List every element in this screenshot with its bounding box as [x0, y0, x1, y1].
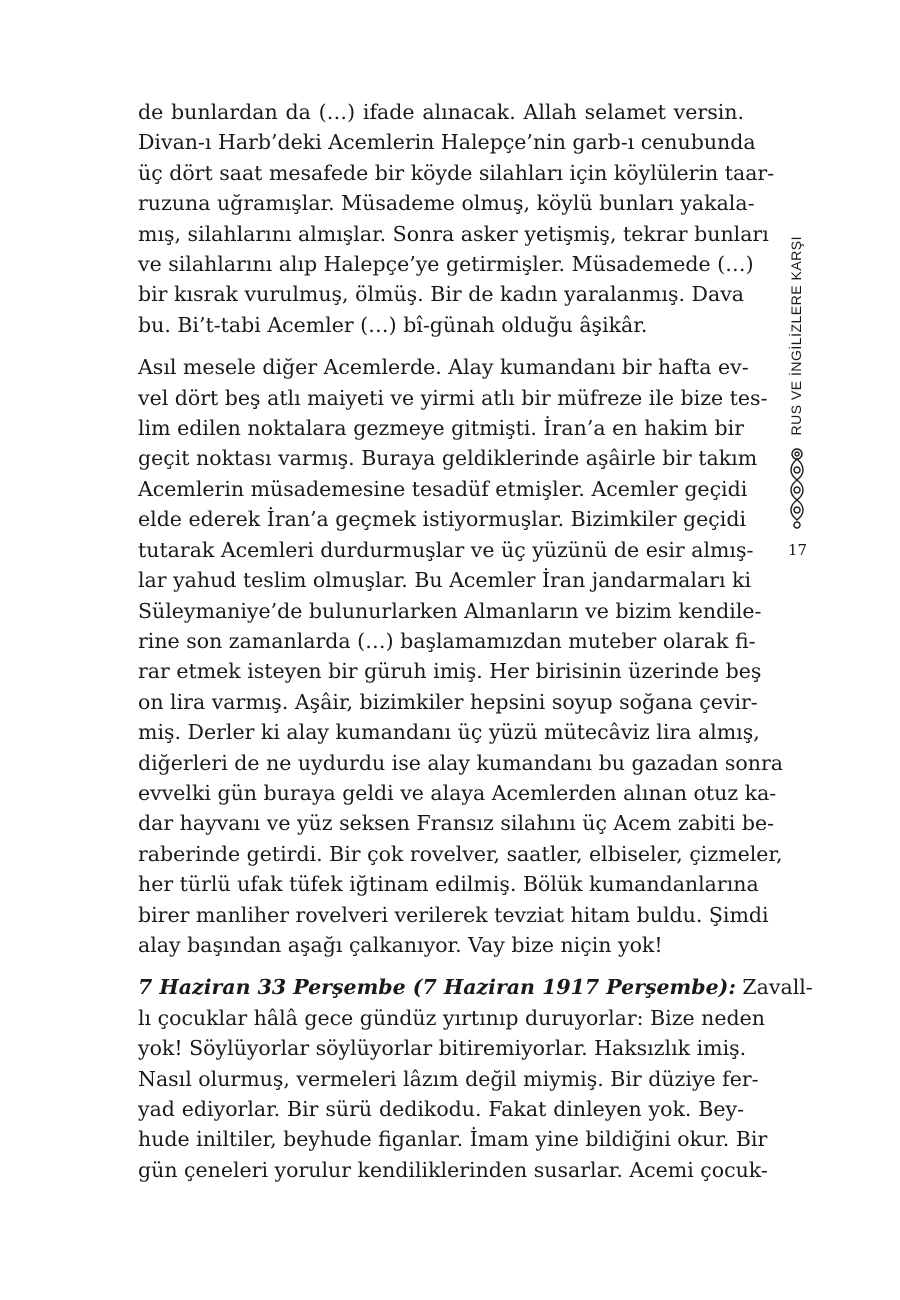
text-line: ruzuna uğramışlar. Müsademe olmuş, köylü bunları yakala-	[138, 191, 755, 216]
text-line: Acemlerin müsademesine tesadüf etmişler. Acemler geçidi	[138, 476, 748, 501]
paragraph-2	[138, 352, 783, 960]
text-line: rine son zamanlarda (…) başlamamızdan muteber olarak fi-	[138, 628, 756, 653]
text-line: evvelki gün buraya geldi ve alaya Acemlerden alınan otuz ka-	[138, 780, 777, 805]
text-line: üç dört saat mesafede bir köyde silahları için köylülerin taar-	[138, 160, 775, 185]
text-line: lar yahud teslim olmuşlar. Bu Acemler İran jandarmaları ki	[138, 568, 752, 593]
text-line: de bunlardan da (…) ifade alınacak. Allah selamet versin.	[138, 100, 744, 124]
text-line: alay başından aşağı çalkanıyor. Vay bize niçin yok!	[138, 932, 663, 957]
text-line: her türlü ufak tüfek iğtinam edilmiş. Bölük kumandanlarına	[138, 872, 759, 897]
text-line: lı çocuklar hâlâ gece gündüz yırtınıp duruyorlar: Bize neden	[138, 1005, 765, 1030]
scroll-flourish-icon	[786, 446, 808, 530]
text-line: geçit noktası varmış. Buraya geldiklerinde aşâirle bir takım	[138, 446, 758, 471]
text-line: Asıl mesele diğer Acemlerde. Alay kumandanı bir hafta ev-	[138, 355, 749, 380]
text-line: vel dört beş atlı maiyeti ve yirmi atlı bir müfreze ile bize tes-	[138, 385, 768, 410]
running-title: RUS VE İNGİLİZLERE KARŞI	[788, 236, 804, 436]
entry-date-heading: 7 Haziran 33 Perşembe (7 Haziran 1917 Perşembe):	[138, 975, 736, 1000]
text-line: diğerleri de ne uydurdu ise alay kumandanı bu gazadan sonra	[138, 750, 783, 775]
text-line: bu. Bi’t-tabi Acemler (…) bî-günah olduğu âşikâr.	[138, 312, 648, 337]
text-line: raberinde getirdi. Bir çok rovelver, saatler, elbiseler, çizmeler,	[138, 841, 783, 866]
paragraph-1	[138, 97, 775, 340]
text-line: birer manliher rovelveri verilerek tevziat hitam buldu. Şimdi	[138, 902, 769, 927]
text-line: ve silahlarını alıp Halepçe’ye getirmişler. Müsademede (…)	[138, 252, 754, 277]
text-line: on lira varmış. Aşâir, bizimkiler hepsini soyup soğana çevir-	[138, 689, 758, 714]
text-line: miş. Derler ki alay kumandanı üç yüzü mütecâviz lira almış,	[138, 720, 760, 745]
text-line: elde ederek İran’a geçmek istiyormuşlar. Bizimkiler geçidi	[138, 507, 747, 532]
text-line: lim edilen noktalara gezmeye gitmişti. İran’a en hakim bir	[138, 416, 744, 441]
text-line: dar hayvanı ve yüz seksen Fransız silahını üç Acem zabiti be-	[138, 811, 775, 836]
text-line	[138, 972, 813, 1002]
text-line: tutarak Acemleri durdurmuşlar ve üç yüzünü de esir almış-	[138, 537, 754, 562]
text-line: mış, silahlarını almışlar. Sonra asker yetişmiş, tekrar bunları	[138, 221, 769, 246]
text-line: Süleymaniye’de bulunurlarken Almanların ve bizim kendile-	[138, 598, 762, 623]
text-line: Divan-ı Harb’deki Acemlerin Halepçe’nin garb-ı cenubunda	[138, 130, 756, 155]
text-line: hude iniltiler, beyhude figanlar. İmam yine bildiğini okur. Bir	[138, 1127, 768, 1152]
text-line: bir kısrak vurulmuş, ölmüş. Bir de kadın yaralanmış. Dava	[138, 282, 744, 307]
text-line: rar etmek isteyen bir güruh imiş. Her birisinin üzerinde beş	[138, 659, 762, 684]
text-line: yok! Söylüyorlar söylüyorlar bitiremiyorlar. Haksızlık imiş.	[138, 1036, 747, 1061]
paragraph-3-diary-entry	[138, 972, 813, 1185]
text-line: yad ediyorlar. Bir sürü dedikodu. Fakat dinleyen yok. Bey-	[138, 1097, 744, 1121]
page-number: 17	[788, 541, 808, 559]
entry-first-line-rest: Zavall-	[735, 975, 813, 1000]
text-line: gün çeneleri yorulur kendiliklerinden susarlar. Acemi çocuk-	[138, 1157, 768, 1182]
text-line: Nasıl olurmuş, vermeleri lâzım değil miymiş. Bir düziye fer-	[138, 1066, 759, 1091]
